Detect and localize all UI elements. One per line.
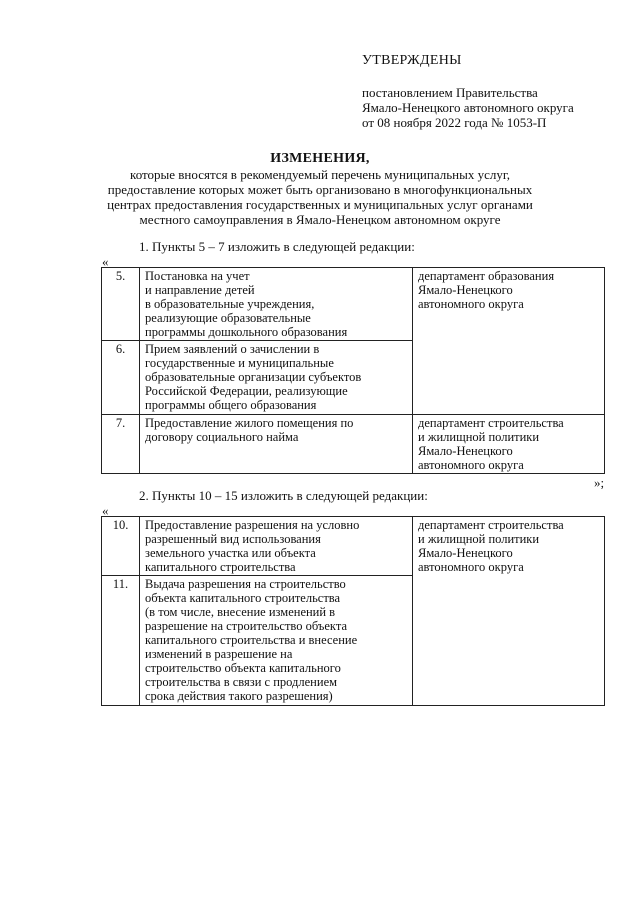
service-line: Прием заявлений о зачислении в xyxy=(145,342,320,356)
document-subtitle xyxy=(0,167,640,227)
service-line: капитального строительства и внесение xyxy=(145,633,358,647)
service-line: реализующие образовательные xyxy=(145,311,311,325)
service-line: срока действия такого разрешения) xyxy=(145,689,333,703)
department-line: департамент строительства xyxy=(418,416,564,430)
services-table-2 xyxy=(101,516,605,706)
service-line: Предоставление жилого помещения по xyxy=(145,416,354,430)
service-name xyxy=(140,517,413,576)
open-quote: « xyxy=(102,503,109,518)
department-line: Ямало-Ненецкого xyxy=(418,444,513,458)
department-line: автономного округа xyxy=(418,297,524,311)
table-row xyxy=(102,517,605,576)
service-line: программы общего образования xyxy=(145,398,317,412)
service-line: Постановка на учет xyxy=(145,269,250,283)
department-line: автономного округа xyxy=(418,458,524,472)
row-number: 7. xyxy=(102,415,140,474)
item-1-heading: 1. Пункты 5 – 7 изложить в следующей редакции: xyxy=(139,239,415,254)
department-line: и жилищной политики xyxy=(418,430,540,444)
service-line: государственные и муниципальные xyxy=(145,356,334,370)
table-row xyxy=(102,268,605,341)
subtitle-line: предоставление которых может быть организовано в многофункциональных xyxy=(107,182,533,197)
service-line: образовательные организации субъектов xyxy=(145,370,362,384)
service-line: капитального строительства xyxy=(145,560,296,574)
services-table-1 xyxy=(101,267,605,474)
service-line: земельного участка или объекта xyxy=(145,546,316,560)
department-cell xyxy=(413,517,605,706)
service-name xyxy=(140,576,413,706)
department-cell xyxy=(413,268,605,415)
service-line: и направление детей xyxy=(145,283,255,297)
approval-line: постановлением Правительства xyxy=(362,85,538,100)
service-name xyxy=(140,341,413,415)
service-line: Выдача разрешения на строительство xyxy=(145,577,346,591)
department-line: и жилищной политики xyxy=(418,532,540,546)
service-line: объекта капитального строительства xyxy=(145,591,341,605)
service-line: изменений в разрешение на xyxy=(145,647,293,661)
department-line: департамент образования xyxy=(418,269,555,283)
item-2-heading: 2. Пункты 10 – 15 изложить в следующей редакции: xyxy=(139,488,428,503)
row-number: 10. xyxy=(102,517,140,576)
approval-line: Ямало-Ненецкого автономного округа xyxy=(362,100,574,115)
subtitle-line: центрах предоставления государственных и муниципальных услуг органами xyxy=(107,197,533,212)
open-quote: « xyxy=(102,254,109,269)
approval-reference xyxy=(362,85,574,130)
service-name xyxy=(140,268,413,341)
row-number: 5. xyxy=(102,268,140,341)
service-line: программы дошкольного образования xyxy=(145,325,348,339)
table-row xyxy=(102,415,605,474)
service-line: разрешение на строительство объекта xyxy=(145,619,348,633)
document-title: ИЗМЕНЕНИЯ, xyxy=(270,151,370,166)
service-line: разрешенный вид использования xyxy=(145,532,321,546)
service-line: Предоставление разрешения на условно xyxy=(145,518,360,532)
row-number: 6. xyxy=(102,341,140,415)
department-line: департамент строительства xyxy=(418,518,564,532)
approved-title: УТВЕРЖДЕНЫ xyxy=(362,53,462,68)
department-line: автономного округа xyxy=(418,560,524,574)
service-line: строительства в связи с продлением xyxy=(145,675,338,689)
subtitle-line: которые вносятся в рекомендуемый перечень муниципальных услуг, xyxy=(130,167,510,182)
close-quote: »; xyxy=(594,475,605,490)
service-line: договору социального найма xyxy=(145,430,299,444)
service-line: строительство объекта капитального xyxy=(145,661,341,675)
service-line: в образовательные учреждения, xyxy=(145,297,315,311)
approval-line: от 08 ноября 2022 года № 1053-П xyxy=(362,115,547,130)
subtitle-line: местного самоуправления в Ямало-Ненецком автономном округе xyxy=(139,212,501,227)
department-line: Ямало-Ненецкого xyxy=(418,283,513,297)
row-number: 11. xyxy=(102,576,140,706)
service-name xyxy=(140,415,413,474)
department-cell xyxy=(413,415,605,474)
service-line: Российской Федерации, реализующие xyxy=(145,384,348,398)
department-line: Ямало-Ненецкого xyxy=(418,546,513,560)
service-line: (в том числе, внесение изменений в xyxy=(145,605,336,619)
